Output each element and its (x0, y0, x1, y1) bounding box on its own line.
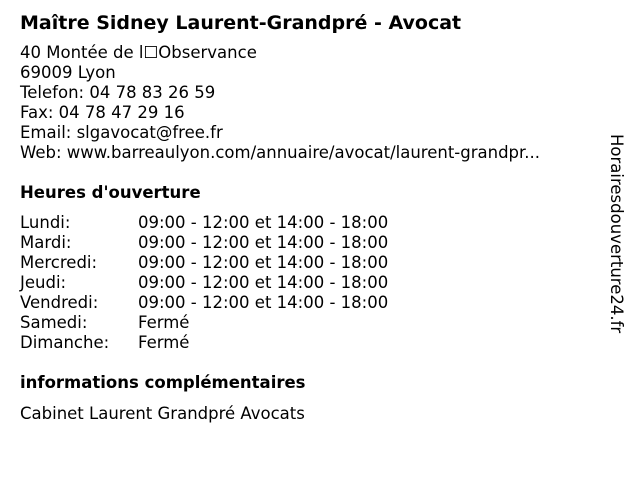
time-value: 09:00 - 12:00 et 14:00 - 18:00 (138, 233, 389, 252)
day-label: Jeudi: (20, 273, 67, 292)
city-postcode: 69009 Lyon (20, 63, 116, 82)
day-label: Dimanche: (20, 333, 110, 352)
day-label: Lundi: (20, 213, 71, 232)
day-label: Samedi: (20, 313, 88, 332)
time-value: 09:00 - 12:00 et 14:00 - 18:00 (138, 253, 389, 272)
opening-hours-heading: Heures d'ouverture (20, 183, 201, 202)
time-value: 09:00 - 12:00 et 14:00 - 18:00 (138, 213, 389, 232)
site-watermark: Horairesdouverture24.fr (607, 134, 626, 334)
day-label: Vendredi: (20, 293, 99, 312)
additional-info-text: Cabinet Laurent Grandpré Avocats (20, 404, 305, 423)
contact-block (20, 43, 540, 163)
time-value: 09:00 - 12:00 et 14:00 - 18:00 (138, 273, 389, 292)
email-address: Email: slgavocat@free.fr (20, 123, 223, 142)
day-label: Mardi: (20, 233, 72, 252)
website-address: Web: www.barreaulyon.com/annuaire/avocat/laurent-grandpr... (20, 143, 541, 162)
phone-number: Telefon: 04 78 83 26 59 (20, 83, 216, 102)
time-value: Fermé (138, 333, 190, 352)
street-address: 40 Montée de l☐Observance (20, 43, 257, 62)
time-value: Fermé (138, 313, 190, 332)
time-value: 09:00 - 12:00 et 14:00 - 18:00 (138, 293, 389, 312)
additional-info-heading: informations complémentaires (20, 373, 306, 392)
page-title: Maître Sidney Laurent-Grandpré - Avocat (20, 12, 462, 34)
day-label: Mercredi: (20, 253, 98, 272)
fax-number: Fax: 04 78 47 29 16 (20, 103, 185, 122)
